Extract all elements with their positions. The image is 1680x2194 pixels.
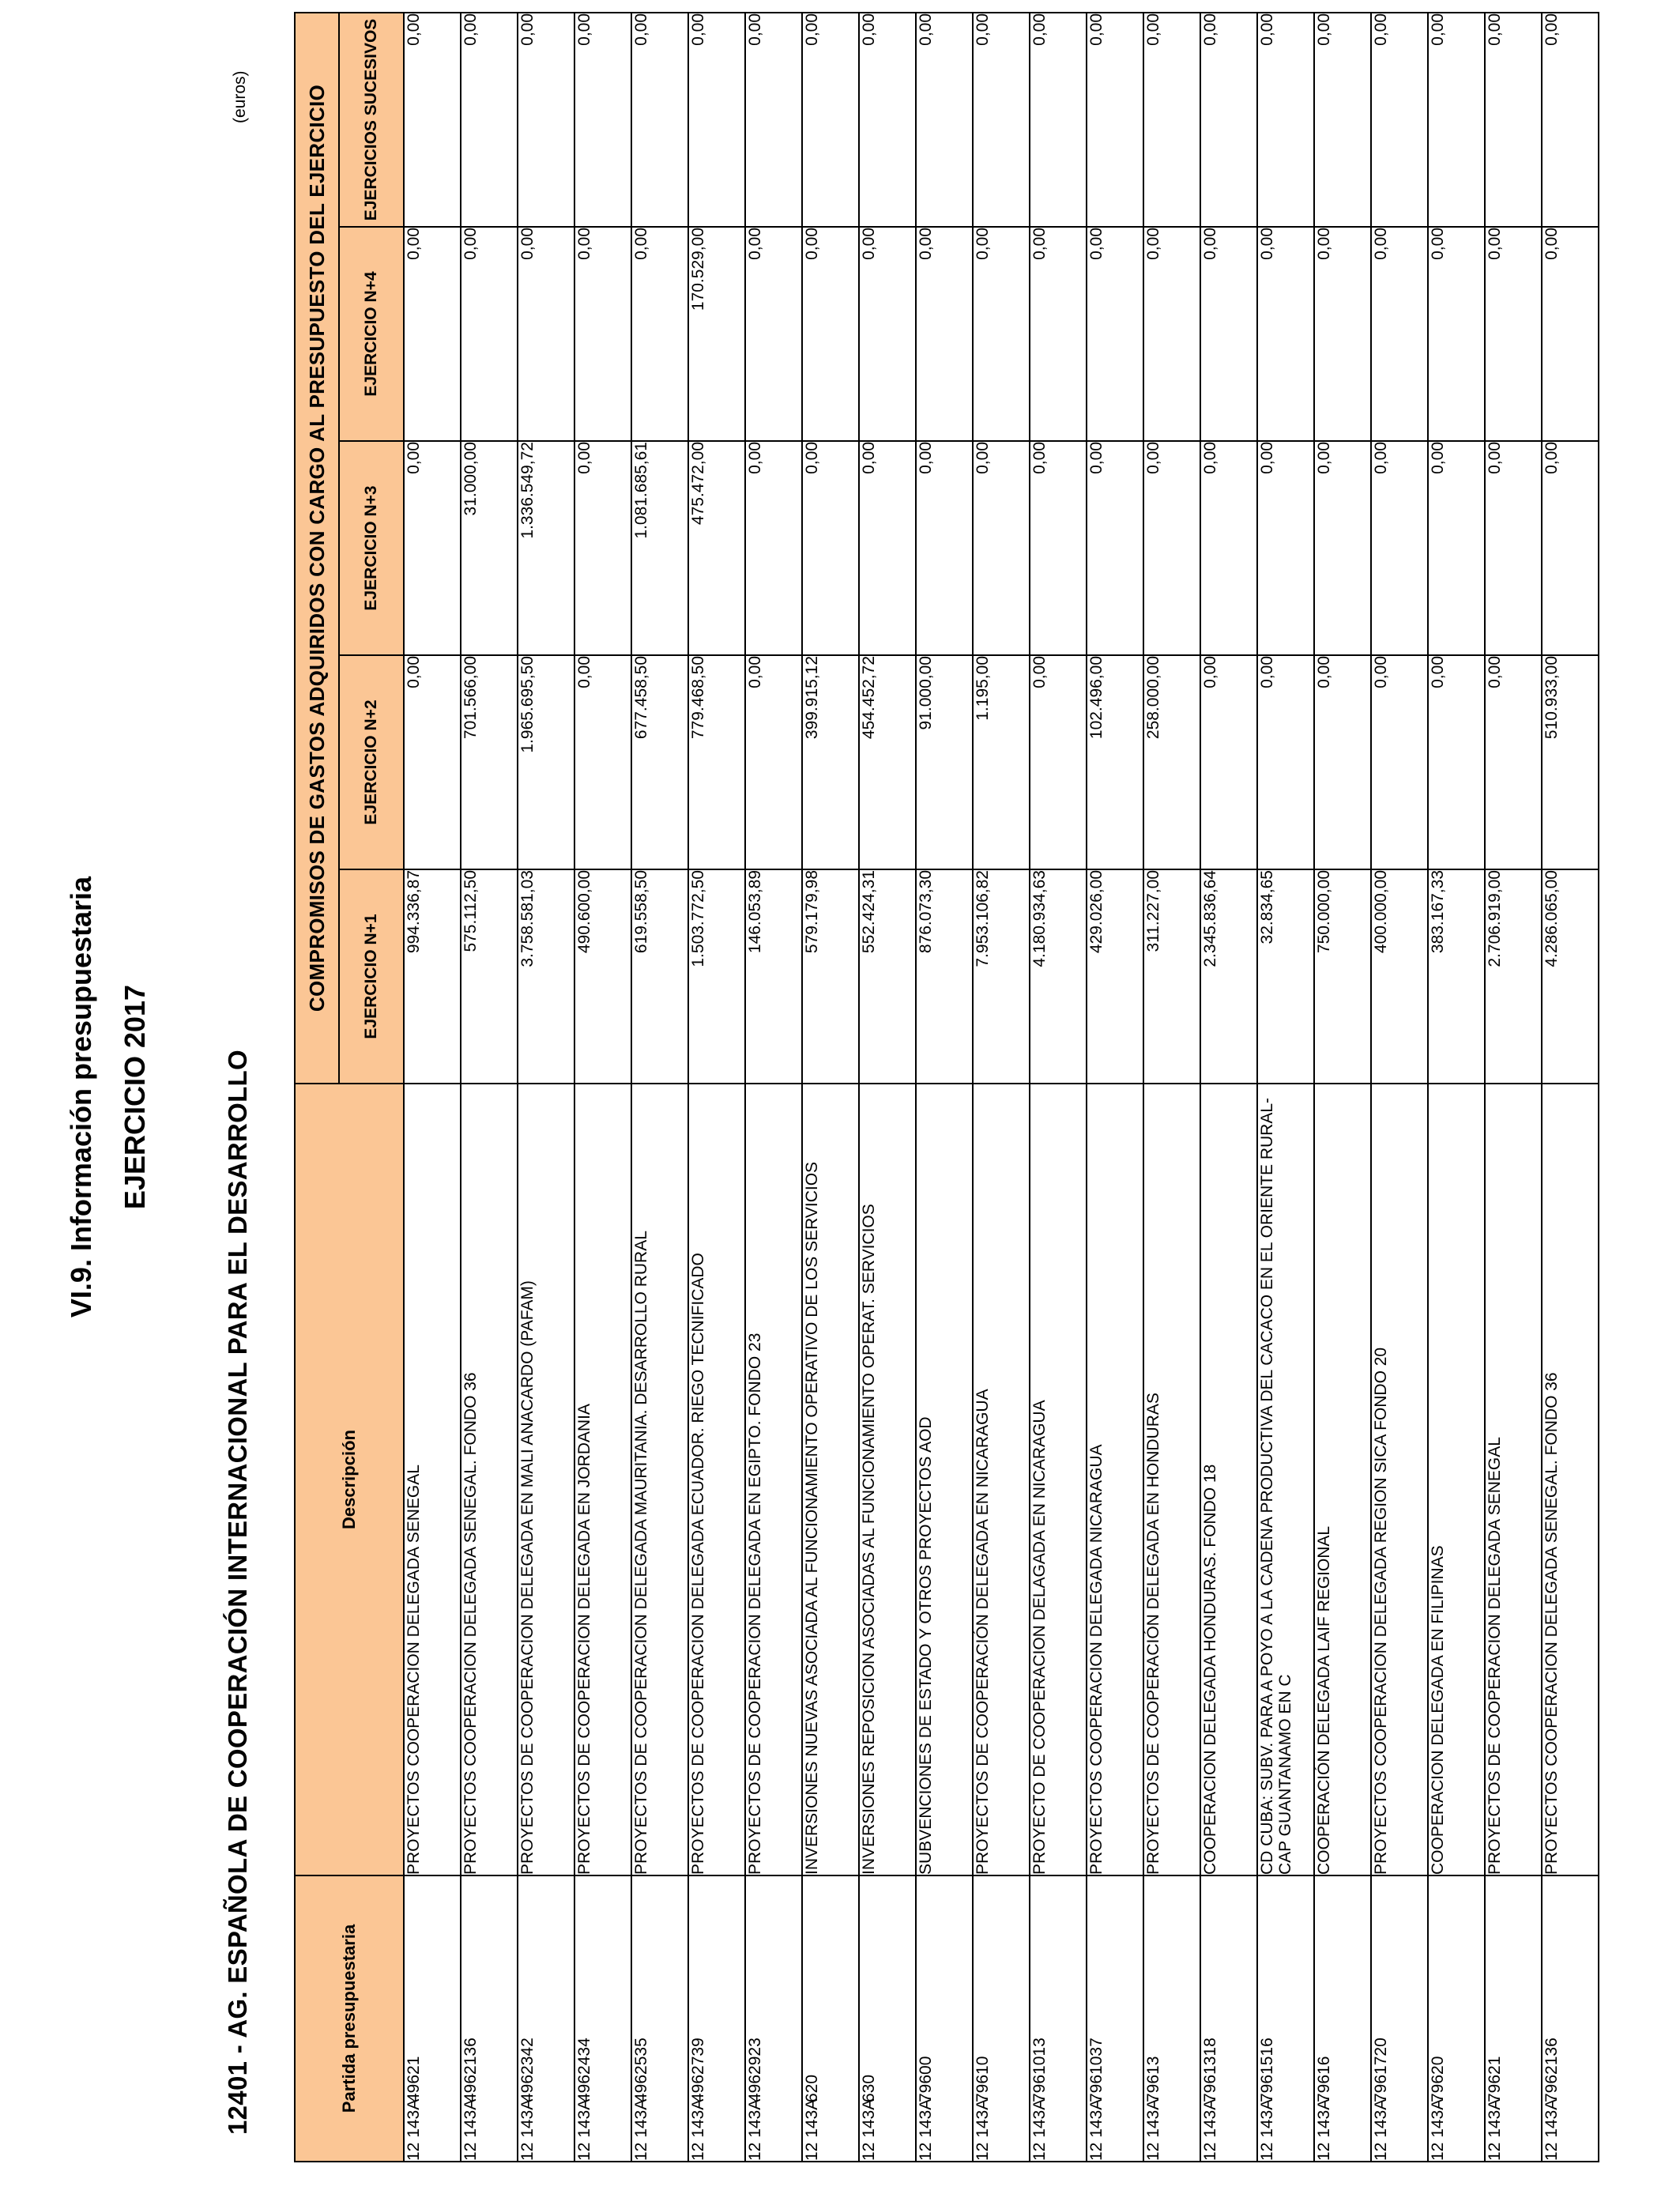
ejercicio-n3-value: 0,00 (1371, 441, 1428, 655)
ejercicios-sucesivos-value: 0,00 (1542, 13, 1599, 227)
ejercicio-n2-value: 0,00 (1257, 655, 1314, 869)
ejercicios-sucesivos-value: 0,00 (745, 13, 802, 227)
ejercicio-n4-value: 0,00 (574, 227, 631, 441)
partida-cell (688, 1875, 745, 2162)
ejercicios-sucesivos-value: 0,00 (631, 13, 688, 227)
ejercicio-n4-value: 0,00 (802, 227, 859, 441)
ejercicio-n4-value: 170.529,00 (688, 227, 745, 441)
concepto-code: 79610 (974, 2056, 992, 2102)
ejercicios-sucesivos-value: 0,00 (461, 13, 518, 227)
header-partida: Partida presupuestaria (295, 1875, 404, 2162)
table-row (518, 13, 574, 2162)
concepto-code: 79620 (1429, 2056, 1447, 2102)
descripcion-cell: INVERSIONES NUEVAS ASOCIADA AL FUNCIONAMIENTO OPERATIVO DE LOS SERVICIOS (802, 1084, 859, 1875)
table-row (1428, 13, 1485, 2162)
ejercicio-n4-value: 0,00 (1257, 227, 1314, 441)
ejercicio-n1-value: 146.053,89 (745, 869, 802, 1084)
ejercicios-sucesivos-value: 0,00 (859, 13, 916, 227)
programa-code: 12 143A (632, 2098, 650, 2161)
ejercicio-n4-value: 0,00 (1087, 227, 1143, 441)
ejercicio-n2-value: 454.452,72 (859, 655, 916, 869)
ejercicio-n3-value: 0,00 (1314, 441, 1371, 655)
concepto-code: 7961720 (1372, 2038, 1390, 2102)
programa-code: 12 143A (405, 2098, 423, 2161)
table-row (1200, 13, 1257, 2162)
concepto-code: 4962739 (689, 2038, 707, 2102)
concepto-code: 49621 (405, 2056, 423, 2102)
partida-cell (1371, 1875, 1428, 2162)
programa-code: 12 143A (1315, 2098, 1333, 2161)
partida-cell (859, 1875, 916, 2162)
descripcion-cell: PROYECTOS COOPERACION DELEGADA SENEGAL. FONDO 36 (1542, 1084, 1599, 1875)
ejercicio-n1-value: 579.179,98 (802, 869, 859, 1084)
ejercicio-n2-value: 1.965.695,50 (518, 655, 574, 869)
partida-cell (745, 1875, 802, 2162)
ejercicio-n4-value: 0,00 (1428, 227, 1485, 441)
descripcion-cell: PROYECTOS COOPERACION DELEGADA SENEGAL (404, 1084, 461, 1875)
ejercicio-n3-value: 0,00 (1428, 441, 1485, 655)
ejercicios-sucesivos-value: 0,00 (1371, 13, 1428, 227)
header-compromisos-group: COMPROMISOS DE GASTOS ADQUIRIDOS CON CARGO AL PRESUPUESTO DEL EJERCICIO (295, 13, 339, 1084)
descripcion-cell: COOPERACION DELEGADA EN FILIPINAS (1428, 1084, 1485, 1875)
table-row (1542, 13, 1599, 2162)
ejercicio-n2-value: 0,00 (1371, 655, 1428, 869)
ejercicio-n1-value: 383.167,33 (1428, 869, 1485, 1084)
partida-cell (1087, 1875, 1143, 2162)
ejercicio-n2-value: 0,00 (404, 655, 461, 869)
ejercicio-n2-value: 91.000,00 (916, 655, 973, 869)
descripcion-cell: CD CUBA: SUBV. PARA A POYO A LA CADENA PRODUCTIVA DEL CACACO EN EL ORIENTE RURAL-CAP GUANTANAMO EN C (1257, 1084, 1314, 1875)
ejercicio-n4-value: 0,00 (1542, 227, 1599, 441)
ejercicio-n2-value: 399.915,12 (802, 655, 859, 869)
ejercicio-n1-value: 750.000,00 (1314, 869, 1371, 1084)
ejercicio-n2-value: 258.000,00 (1143, 655, 1200, 869)
ejercicio-n4-value: 0,00 (1143, 227, 1200, 441)
programa-code: 12 143A (1201, 2098, 1219, 2161)
concepto-code: 79600 (917, 2056, 935, 2102)
ejercicio-n2-value: 0,00 (1200, 655, 1257, 869)
ejercicio-n2-value: 677.458,50 (631, 655, 688, 869)
programa-code: 12 143A (860, 2098, 878, 2161)
programa-code: 12 143A (1087, 2098, 1106, 2161)
concepto-code: 7961037 (1087, 2038, 1106, 2102)
partida-cell (404, 1875, 461, 2162)
ejercicio-n1-value: 575.112,50 (461, 869, 518, 1084)
section-title: VI.9. Información presupuestaria (65, 876, 97, 1318)
ejercicio-n4-value: 0,00 (859, 227, 916, 441)
table-row (745, 13, 802, 2162)
descripcion-cell: INVERSIONES REPOSICION ASOCIADAS AL FUNCIONAMIENTO OPERAT. SERVICIOS (859, 1084, 916, 1875)
ejercicios-sucesivos-value: 0,00 (1257, 13, 1314, 227)
ejercicio-n2-value: 0,00 (574, 655, 631, 869)
table-row (688, 13, 745, 2162)
programa-code: 12 143A (1030, 2098, 1049, 2161)
descripcion-cell: PROYECTOS DE COOPERACION DELEGADA EN JORDANIA (574, 1084, 631, 1875)
programa-code: 12 143A (1372, 2098, 1390, 2161)
descripcion-cell: PROYECTOS COOPERACION DELEGADA NICARAGUA (1087, 1084, 1143, 1875)
ejercicios-sucesivos-value: 0,00 (1485, 13, 1542, 227)
concepto-code: 4962434 (575, 2038, 593, 2102)
ejercicio-n3-value: 0,00 (1257, 441, 1314, 655)
table-row (1087, 13, 1143, 2162)
ejercicio-n1-value: 4.286.065,00 (1542, 869, 1599, 1084)
descripcion-cell: PROYECTOS COOPERACION DELEGADA SENEGAL. FONDO 36 (461, 1084, 518, 1875)
table-row (916, 13, 973, 2162)
ejercicio-n1-value: 32.834,65 (1257, 869, 1314, 1084)
header-ejercicios-sucesivos: EJERCICIOS SUCESIVOS (339, 13, 404, 227)
ejercicios-sucesivos-value: 0,00 (1200, 13, 1257, 227)
descripcion-cell: PROYECTOS DE COOPERACION DELEGADA ECUADOR. RIEGO TECNIFICADO (688, 1084, 745, 1875)
ejercicio-n3-value: 0,00 (404, 441, 461, 655)
ejercicio-n4-value: 0,00 (973, 227, 1030, 441)
concepto-code: 79621 (1486, 2056, 1504, 2102)
concepto-code: 79616 (1315, 2056, 1333, 2102)
ejercicios-sucesivos-value: 0,00 (1087, 13, 1143, 227)
ejercicio-n1-value: 490.600,00 (574, 869, 631, 1084)
header-descripcion: Descripción (295, 1084, 404, 1875)
ejercicios-sucesivos-value: 0,00 (802, 13, 859, 227)
programa-code: 12 143A (575, 2098, 593, 2161)
ejercicio-n4-value: 0,00 (1030, 227, 1087, 441)
ejercicio-n3-value: 475.472,00 (688, 441, 745, 655)
ejercicio-n4-value: 0,00 (631, 227, 688, 441)
table-row (404, 13, 461, 2162)
ejercicio-n2-value: 510.933,00 (1542, 655, 1599, 869)
ejercicio-n3-value: 0,00 (1087, 441, 1143, 655)
ejercicio-n1-value: 429.026,00 (1087, 869, 1143, 1084)
partida-cell (973, 1875, 1030, 2162)
ejercicio-n3-value: 0,00 (802, 441, 859, 655)
header-ejercicio-n4: EJERCICIO N+4 (339, 227, 404, 441)
concepto-code: 7961013 (1030, 2038, 1049, 2102)
descripcion-cell: PROYECTOS DE COOPERACIÓN DELEGADA EN NICARAGUA (973, 1084, 1030, 1875)
ejercicio-n1-value: 552.424,31 (859, 869, 916, 1084)
ejercicio-n2-value: 779.468,50 (688, 655, 745, 869)
ejercicio-n1-value: 876.073,30 (916, 869, 973, 1084)
header-ejercicio-n2: EJERCICIO N+2 (339, 655, 404, 869)
ejercicio-n2-value: 1.195,00 (973, 655, 1030, 869)
descripcion-cell: COOPERACIÓN DELEGADA LAIF REGIONAL (1314, 1084, 1371, 1875)
ejercicio-n4-value: 0,00 (745, 227, 802, 441)
partida-cell (461, 1875, 518, 2162)
descripcion-cell: PROYECTOS DE COOPERACIÓN DELEGADA EN HONDURAS (1143, 1084, 1200, 1875)
partida-cell (574, 1875, 631, 2162)
concepto-code: 620 (803, 2074, 821, 2102)
ejercicio-n1-value: 311.227,00 (1143, 869, 1200, 1084)
table-row (973, 13, 1030, 2162)
ejercicio-n1-value: 2.345.836,64 (1200, 869, 1257, 1084)
ejercicio-n1-value: 2.706.919,00 (1485, 869, 1542, 1084)
header-ejercicio-n3: EJERCICIO N+3 (339, 441, 404, 655)
descripcion-cell: PROYECTO DE COOPERACION DELAGADA EN NICARAGUA (1030, 1084, 1087, 1875)
partida-cell (1428, 1875, 1485, 2162)
programa-code: 12 143A (974, 2098, 992, 2161)
ejercicios-sucesivos-value: 0,00 (916, 13, 973, 227)
partida-cell (916, 1875, 973, 2162)
ejercicios-sucesivos-value: 0,00 (518, 13, 574, 227)
ejercicio-n4-value: 0,00 (1314, 227, 1371, 441)
ejercicio-n3-value: 0,00 (1030, 441, 1087, 655)
ejercicio-n3-value: 0,00 (1542, 441, 1599, 655)
partida-cell (1143, 1875, 1200, 2162)
concepto-code: 4962342 (518, 2038, 537, 2102)
partida-cell (802, 1875, 859, 2162)
ejercicio-n2-value: 701.566,00 (461, 655, 518, 869)
ejercicios-sucesivos-value: 0,00 (1428, 13, 1485, 227)
concepto-code: 4962923 (746, 2038, 764, 2102)
ejercicio-n1-value: 994.336,87 (404, 869, 461, 1084)
descripcion-cell: SUBVENCIONES DE ESTADO Y OTROS PROYECTOS AOD (916, 1084, 973, 1875)
ejercicios-sucesivos-value: 0,00 (973, 13, 1030, 227)
ejercicio-n2-value: 0,00 (1030, 655, 1087, 869)
programa-code: 12 143A (746, 2098, 764, 2161)
partida-cell (1200, 1875, 1257, 2162)
programa-code: 12 143A (1144, 2098, 1162, 2161)
ejercicio-n4-value: 0,00 (404, 227, 461, 441)
concepto-code: 79613 (1144, 2056, 1162, 2102)
partida-cell (1314, 1875, 1371, 2162)
ejercicio-n3-value: 0,00 (574, 441, 631, 655)
commitments-table (294, 12, 1599, 2162)
ejercicio-n3-value: 1.081.685,61 (631, 441, 688, 655)
descripcion-cell: PROYECTOS DE COOPERACION DELEGADA MAURITANIA. DESARROLLO RURAL (631, 1084, 688, 1875)
ejercicio-n3-value: 0,00 (973, 441, 1030, 655)
descripcion-cell: PROYECTOS DE COOPERACION DELEGADA EN EGIPTO. FONDO 23 (745, 1084, 802, 1875)
ejercicios-sucesivos-value: 0,00 (574, 13, 631, 227)
concepto-code: 630 (860, 2074, 878, 2102)
ejercicio-n3-value: 31.000,00 (461, 441, 518, 655)
programa-code: 12 143A (1486, 2098, 1504, 2161)
descripcion-cell: PROYECTOS COOPERACION DELEGADA REGION SICA FONDO 20 (1371, 1084, 1428, 1875)
ejercicio-n1-value: 1.503.772,50 (688, 869, 745, 1084)
programa-code: 12 143A (1258, 2098, 1276, 2161)
table-row (1257, 13, 1314, 2162)
programa-code: 12 143A (1543, 2098, 1561, 2161)
programa-code: 12 143A (917, 2098, 935, 2161)
programa-code: 12 143A (1429, 2098, 1447, 2161)
ejercicio-n3-value: 0,00 (916, 441, 973, 655)
ejercicio-n1-value: 3.758.581,03 (518, 869, 574, 1084)
fiscal-year-title: EJERCICIO 2017 (119, 984, 151, 1210)
ejercicio-n1-value: 4.180.934,63 (1030, 869, 1087, 1084)
concepto-code: 4962535 (632, 2038, 650, 2102)
ejercicio-n3-value: 0,00 (745, 441, 802, 655)
partida-cell (1257, 1875, 1314, 2162)
table-row (1314, 13, 1371, 2162)
concepto-code: 4962136 (461, 2038, 480, 2102)
programa-code: 12 143A (689, 2098, 707, 2161)
table-row (1485, 13, 1542, 2162)
ejercicio-n2-value: 0,00 (1428, 655, 1485, 869)
partida-cell (631, 1875, 688, 2162)
ejercicio-n4-value: 0,00 (1200, 227, 1257, 441)
ejercicios-sucesivos-value: 0,00 (1030, 13, 1087, 227)
ejercicio-n3-value: 0,00 (859, 441, 916, 655)
descripcion-cell: PROYECTOS DE COOPERACION DELEGADA SENEGAL (1485, 1084, 1542, 1875)
ejercicios-sucesivos-value: 0,00 (404, 13, 461, 227)
ejercicio-n1-value: 619.558,50 (631, 869, 688, 1084)
ejercicio-n2-value: 0,00 (745, 655, 802, 869)
ejercicios-sucesivos-value: 0,00 (1314, 13, 1371, 227)
programa-code: 12 143A (461, 2098, 480, 2161)
units-label: (euros) (231, 70, 249, 123)
table-row (461, 13, 518, 2162)
ejercicio-n3-value: 0,00 (1143, 441, 1200, 655)
ejercicios-sucesivos-value: 0,00 (688, 13, 745, 227)
ejercicio-n4-value: 0,00 (1485, 227, 1542, 441)
concepto-code: 7962136 (1543, 2038, 1561, 2102)
ejercicio-n4-value: 0,00 (1371, 227, 1428, 441)
partida-cell (1542, 1875, 1599, 2162)
table-row (1030, 13, 1087, 2162)
header-ejercicio-n1: EJERCICIO N+1 (339, 869, 404, 1084)
ejercicio-n3-value: 0,00 (1200, 441, 1257, 655)
table-row (1371, 13, 1428, 2162)
ejercicio-n4-value: 0,00 (461, 227, 518, 441)
ejercicio-n4-value: 0,00 (916, 227, 973, 441)
table-row (802, 13, 859, 2162)
ejercicio-n4-value: 0,00 (518, 227, 574, 441)
descripcion-cell: COOPERACION DELEGADA HONDURAS. FONDO 18 (1200, 1084, 1257, 1875)
concepto-code: 7961318 (1201, 2038, 1219, 2102)
table-row (859, 13, 916, 2162)
ejercicio-n1-value: 400.000,00 (1371, 869, 1428, 1084)
ejercicio-n3-value: 1.336.549,72 (518, 441, 574, 655)
table-row (1143, 13, 1200, 2162)
programa-code: 12 143A (803, 2098, 821, 2161)
entity-heading: 12401 - AG. ESPAÑOLA DE COOPERACIÓN INTERNACIONAL PARA EL DESARROLLO (223, 1050, 252, 2135)
ejercicio-n2-value: 102.496,00 (1087, 655, 1143, 869)
ejercicio-n2-value: 0,00 (1485, 655, 1542, 869)
ejercicio-n2-value: 0,00 (1314, 655, 1371, 869)
partida-cell (1030, 1875, 1087, 2162)
ejercicio-n1-value: 7.953.106,82 (973, 869, 1030, 1084)
programa-code: 12 143A (518, 2098, 537, 2161)
concepto-code: 7961516 (1258, 2038, 1276, 2102)
ejercicios-sucesivos-value: 0,00 (1143, 13, 1200, 227)
descripcion-cell: PROYECTOS DE COOPERACION DELEGADA EN MALI ANACARDO (PAFAM) (518, 1084, 574, 1875)
ejercicio-n3-value: 0,00 (1485, 441, 1542, 655)
partida-cell (1485, 1875, 1542, 2162)
table-row (631, 13, 688, 2162)
partida-cell (518, 1875, 574, 2162)
table-row (574, 13, 631, 2162)
